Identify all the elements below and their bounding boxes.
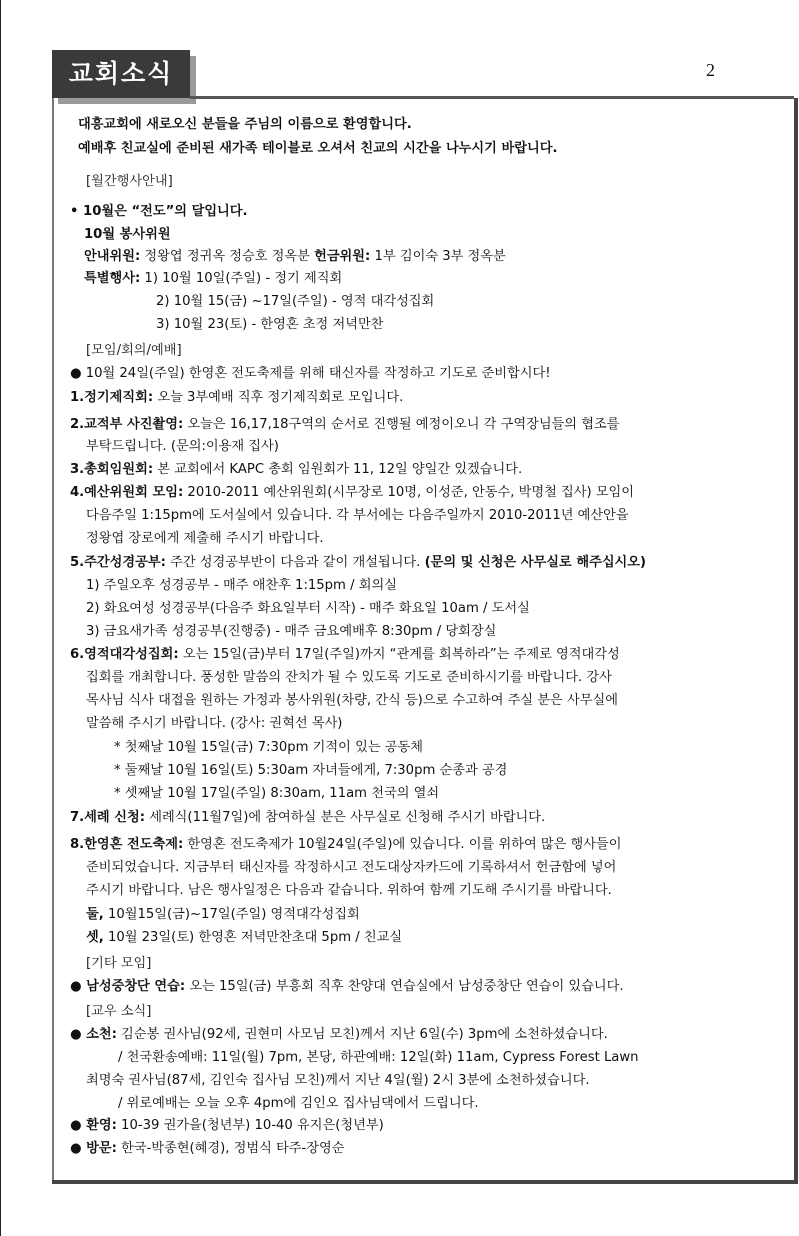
item-6-day-1: * 첫째날 10월 15일(금) 7:30pm 기적이 있는 공동체 xyxy=(114,740,423,755)
choir-label: ● 남성중창단 연습: xyxy=(70,979,186,994)
item-8-label: 8.한영혼 전도축제: xyxy=(70,837,184,852)
item-5-3: 3) 금요새가족 성경공부(진행중) - 매주 금요예배후 8:30pm / 당회장실 xyxy=(86,624,497,639)
item-7-label: 7.세례 신청: xyxy=(70,810,146,825)
choir-practice xyxy=(70,978,624,996)
special-3: 3) 10월 23(토) - 한영혼 초정 저녁만찬 xyxy=(156,317,384,332)
funeral-cont-3: / 위로예배는 오늘 오후 4pm에 김인오 집사님댁에서 드립니다. xyxy=(118,1096,479,1111)
meetings-bullet: ● 10월 24일(주일) 한영혼 전도축제를 위해 태신자를 작정하고 기도로 준비합시다! xyxy=(70,366,551,381)
item-6 xyxy=(70,646,620,664)
item-3-text: 본 교회에서 KAPC 총회 임원회가 11, 12일 양일간 있겠습니다. xyxy=(153,462,523,477)
funeral-text: 김순봉 권사님(92세, 권현미 사모님 모친)께서 지난 6일(수) 3pm에 소천하셨습니다. xyxy=(116,1027,608,1042)
special-2: 2) 10월 15(금) ~17일(주일) - 영적 대각성집회 xyxy=(156,294,435,309)
welcome-members xyxy=(70,1117,384,1135)
item-1-text: 오늘 3부예배 직후 정기제직회로 모입니다. xyxy=(153,390,404,405)
item-2-label: 2.교적부 사진촬영: xyxy=(70,417,184,432)
item-6-day-2: * 둘째날 10월 16일(토) 5:30am 자녀들에게, 7:30pm 순종과 공경 xyxy=(114,763,508,778)
header-rule xyxy=(190,96,794,99)
item-8-cont-2: 주시기 바랍니다. 남은 행사일정은 다음과 같습니다. 위하여 함께 기도해 주시기를 바랍니다. xyxy=(86,883,612,898)
page-edge xyxy=(0,0,1,1236)
item-8-text: 한영혼 전도축제가 10월24일(주일)에 있습니다. 이를 위하여 많은 행사들이 xyxy=(183,837,622,852)
item-4-cont-2: 정왕엽 장로에게 제출해 주시기 바랍니다. xyxy=(86,531,324,546)
item-7-text: 세례식(11월7일)에 참여하실 분은 사무실로 신청해 주시기 바랍니다. xyxy=(145,810,546,825)
visitors xyxy=(70,1140,345,1158)
item-6-cont-3: 말씀해 주시기 바랍니다. (강사: 권혁선 목사) xyxy=(86,716,343,731)
item-6-cont-2: 목사님 식사 대접을 원하는 가정과 봉사위원(차량, 간식 등)으로 수고하여 주실 분은 사무실에 xyxy=(86,693,618,708)
welcome-members-label: ● 환영: xyxy=(70,1118,117,1133)
item-3-label: 3.총회임원회: xyxy=(70,462,154,477)
visitors-text: 한국-박종현(혜경), 정범식 타주-장영순 xyxy=(116,1141,345,1156)
page-number: 2 xyxy=(706,60,715,80)
special-line-1 xyxy=(84,270,342,288)
item-8-schedule-2 xyxy=(86,906,360,924)
funeral-cont-2: 최명숙 권사님(87세, 김인숙 집사님 모친)께서 지난 4일(월) 2시 3분에 소천하셨습니다. xyxy=(86,1073,590,1088)
bottom-border xyxy=(52,1180,798,1184)
item-8-schedule-2-label: 둘, xyxy=(86,907,104,922)
offering-label: 헌금위원: xyxy=(314,249,371,264)
special-label: 특별행사: xyxy=(84,271,141,286)
funeral-cont-1: / 천국환송예배: 11일(월) 7pm, 본당, 하관예배: 12일(화) 11am, Cypress Forest Lawn xyxy=(118,1050,639,1065)
monthly-theme: • 10월은 “전도”의 달입니다. xyxy=(70,204,248,219)
visitors-label: ● 방문: xyxy=(70,1141,117,1156)
item-2-cont: 부탁드립니다. (문의:이용재 집사) xyxy=(86,439,279,454)
section-other: [기타 모임] xyxy=(86,956,152,971)
item-4-text: 2010-2011 예산위원회(시무장로 10명, 이성준, 안동수, 박명철 집사) 모임이 xyxy=(183,485,635,500)
item-1-label: 1.정기제직회: xyxy=(70,390,154,405)
choir-text: 오는 15일(금) 부흥회 직후 찬양대 연습실에서 남성중창단 연습이 있습니다. xyxy=(185,979,624,994)
welcome-line-2: 예배후 친교실에 준비된 새가족 테이블로 오셔서 친교의 시간을 나누시기 바랍니다. xyxy=(78,141,558,156)
right-border xyxy=(794,98,798,1184)
item-8-schedule-3 xyxy=(86,929,402,947)
page-title: 교회소식 xyxy=(68,59,174,88)
item-5-2: 2) 화요여성 성경공부(다음주 화요일부터 시작) - 매주 화요일 10am / 도서실 xyxy=(86,601,530,616)
funeral xyxy=(70,1026,608,1044)
item-8-schedule-2-text: 10월15일(금)~17일(주일) 영적대각성집회 xyxy=(103,907,360,922)
section-monthly: [월간행사안내] xyxy=(86,174,173,189)
item-7 xyxy=(70,809,545,827)
item-5-note: (문의 및 신청은 사무실로 해주십시오) xyxy=(424,555,647,570)
item-6-cont-1: 집회를 개최합니다. 풍성한 말씀의 잔치가 될 수 있도록 기도로 준비하시기를 바랍니다. 강사 xyxy=(86,670,612,685)
usher-label: 안내위원: xyxy=(84,249,141,264)
welcome-members-text: 10-39 권가을(청년부) 10-40 유지은(청년부) xyxy=(116,1118,384,1133)
item-5-1: 1) 주일오후 성경공부 - 매주 애찬후 1:15pm / 회의실 xyxy=(86,578,397,593)
item-8-schedule-3-label: 셋, xyxy=(86,930,104,945)
funeral-label: ● 소천: xyxy=(70,1027,117,1042)
special-1: 1) 10월 10일(주일) - 정기 제직회 xyxy=(140,271,343,286)
item-2-text: 오늘은 16,17,18구역의 순서로 진행될 예정이오니 각 구역장님들의 협조를 xyxy=(183,417,620,432)
item-4-cont-1: 다음주일 1:15pm에 도서실에서 있습니다. 각 부서에는 다음주일까지 2010-2011년 예산안을 xyxy=(86,508,629,523)
item-4-label: 4.예산위원회 모임: xyxy=(70,485,184,500)
welcome-line-1: 대흥교회에 새로오신 분들을 주님의 이름으로 환영합니다. xyxy=(78,117,412,132)
item-5 xyxy=(70,554,646,572)
usher-line xyxy=(84,248,506,266)
item-5-label: 5.주간성경공부: xyxy=(70,555,166,570)
item-4 xyxy=(70,484,634,502)
section-meetings: [모임/회의/예배] xyxy=(86,343,182,358)
item-5-text: 주간 성경공부반이 다음과 같이 개설됩니다. xyxy=(165,555,425,570)
item-8 xyxy=(70,836,622,854)
offering-value: 1부 김이숙 3부 정옥분 xyxy=(370,249,506,264)
item-8-cont-1: 준비되었습니다. 지금부터 태신자를 작정하시고 전도대상자카드에 기록하셔서 헌금함에 넣어 xyxy=(86,860,617,875)
item-6-day-3: * 셋째날 10월 17일(주일) 8:30am, 11am 천국의 열쇠 xyxy=(114,786,440,801)
item-6-text: 오는 15일(금)부터 17일(주일)까지 “관계를 회복하라”는 주제로 영적대각성 xyxy=(178,647,620,662)
item-1 xyxy=(70,389,403,407)
section-members: [교우 소식] xyxy=(86,1004,152,1019)
left-border xyxy=(52,98,54,1180)
item-3 xyxy=(70,461,522,479)
item-8-schedule-3-text: 10월 23일(토) 한영혼 저녁만찬초대 5pm / 친교실 xyxy=(103,930,403,945)
item-2 xyxy=(70,416,619,434)
item-6-label: 6.영적대각성집회: xyxy=(70,647,179,662)
volunteers-title: 10월 봉사위원 xyxy=(84,227,171,242)
usher-value: 정왕엽 정귀옥 정승호 정옥분 xyxy=(140,249,315,264)
